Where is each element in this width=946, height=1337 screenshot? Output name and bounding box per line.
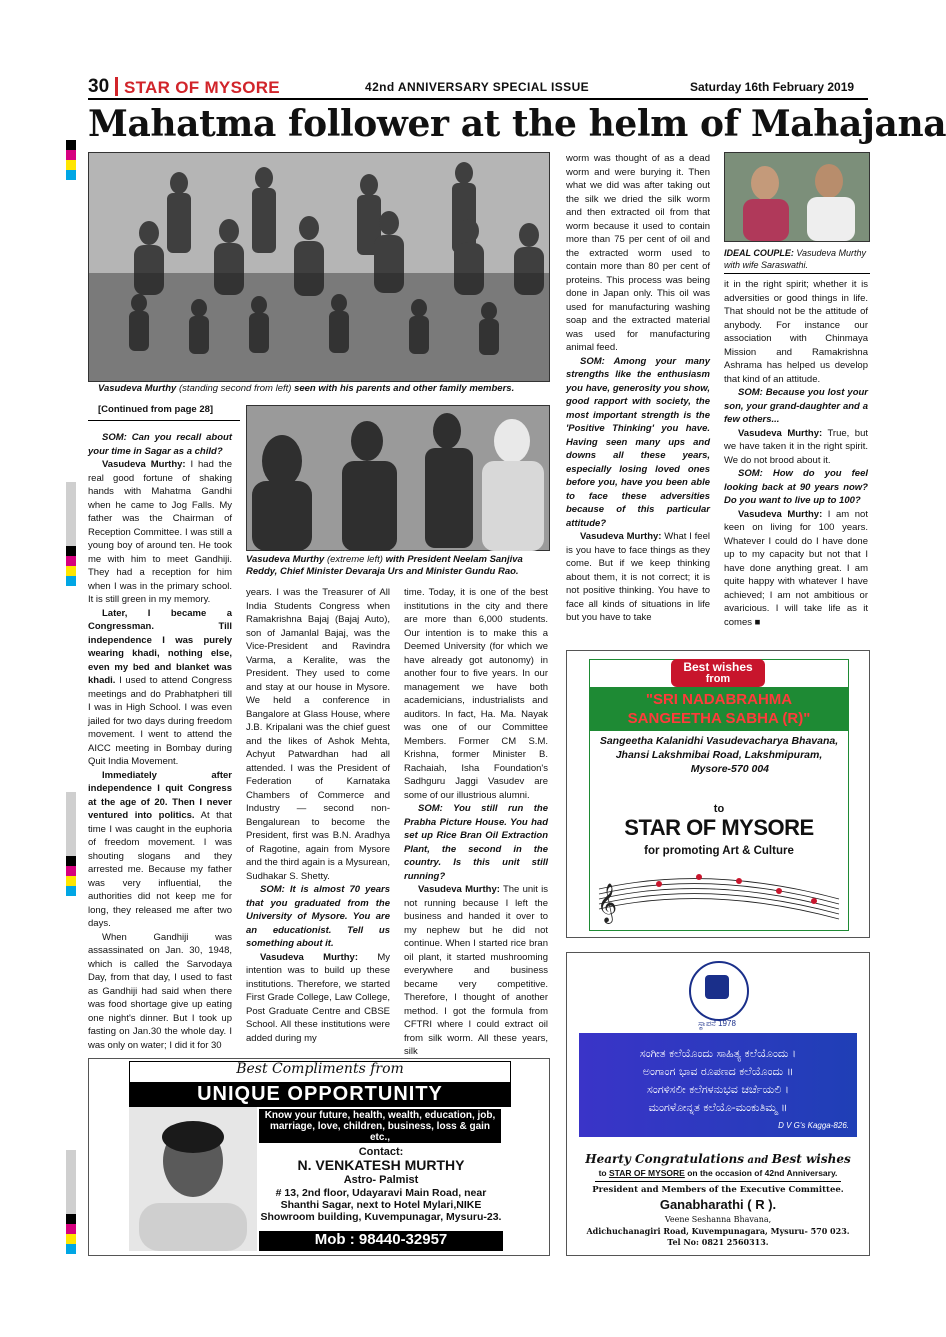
col3-question: SOM: You still run the Prabha Picture House. You had set up Rice Bran Oil Extraction Plant, the second in the country. Is this unit still running? — [404, 803, 548, 882]
family-caption-mid: (standing second from left) — [176, 383, 295, 394]
couple-photo-image — [725, 153, 869, 241]
gana-occasion-to: to — [598, 1168, 609, 1178]
couple-photo — [724, 152, 870, 242]
svg-text:𝄞: 𝄞 — [597, 883, 618, 923]
gana-bhavana: Veene Seshanna Bhavana, — [664, 1215, 772, 1224]
registration-marks-mid2 — [66, 856, 76, 896]
registration-marks-mid — [66, 546, 76, 586]
col5-question-1: SOM: Because you lost your son, your grand-daughter and a few others... — [724, 387, 868, 425]
headline: Mahatma follower at the helm of Mahajana — [88, 103, 946, 145]
gana-verse-3: ಸಂಗಳಿಸಲೀ ಕಲೆಗಳನುಭವ ಚರ್ಚೆಯಲಿ । — [647, 1083, 789, 1096]
col5-question-2: SOM: How do you feel looking back at 90 years now? Do you want to live up to 100? — [724, 468, 868, 506]
col1-para-2: Later, I became a Congressman. Till independence I was purely wearing khadi, nothing else, even my bed and blanket was khadi. I used to attend Congress meetings and do Prabhatpheri till I was in High School. I was even jailed for two days during freedom movement. I went to attend the AICC meeting in Bombay during Quit India Movement. — [88, 607, 232, 767]
president-photo-silhouettes — [247, 406, 549, 550]
col1-para-4: When Gandhiji was assassinated on Jan. 30, 1948, which is called the Sarvodaya Day, from that day, I used to fast as Gandhiji had said when there was food shortage give up eating one night's dinner. But I took up fasting on Jan.30 the whole day. I was only on water; I did it for 30 — [88, 931, 232, 1051]
gana-verse-4: ಮಂಗಳೋನ್ನತ ಕಲೆಯೊ-ಮಂಕುತಿಮ್ಮ ॥ — [648, 1101, 788, 1114]
president-caption-mid: (extreme left) — [324, 554, 386, 565]
ad-sabha-name1: "SRI NADABRAHMA — [645, 691, 793, 708]
gana-road: Adichuchanagiri Road, Kuvempunagara, Mysuru- 570 023. — [586, 1226, 850, 1236]
family-caption-name: Vasudeva Murthy — [98, 383, 177, 394]
ad-sabha — [566, 650, 870, 938]
gana-tel: Tel No: 0821 2560313. — [667, 1237, 769, 1247]
gana-org: Ganabharathi ( R ). — [659, 1197, 777, 1212]
column-3 — [404, 586, 548, 1057]
registration-gray-bar-3 — [66, 1150, 76, 1214]
column-4 — [566, 152, 710, 644]
gana-wish-1: Hearty Congratulations — [585, 1152, 744, 1166]
family-photo — [88, 152, 550, 382]
unique-address: # 13, 2nd floor, Udayaravi Main Road, near Shanthi Sagar, next to Hotel Mylari,NIKE Showroom building, Kuvempunagar, Mysuru-23. — [260, 1187, 502, 1223]
couple-caption-rule — [724, 273, 870, 274]
gana-wish-2: Best wishes — [771, 1152, 851, 1166]
col2-question: SOM: It is almost 70 years that you graduated from the University of Mysore. You are an educationist. Tell us something about it. — [246, 884, 390, 949]
ad-sabha-addr2: Jhansi Lakshmibai Road, Lakshmipuram, — [615, 749, 823, 761]
gana-wish-and: and — [743, 1155, 772, 1166]
masthead-brand: STAR OF MYSORE — [124, 78, 280, 97]
issue-date: Saturday 16th February 2019 — [690, 80, 855, 94]
family-caption-rest: seen with his parents and other family members. — [294, 383, 515, 394]
ad-unique-opportunity — [88, 1058, 550, 1256]
col3-para-2: Vasudeva Murthy: The unit is not running because I left the business and handed it over to my nephew but he did not continue. When I started rice bran oil plant, it started mushrooming everywhere and business became very competitive. Therefore, I thought of another method. I got the formula from CFTRI where I could extract oil from silk worm. All these years, silk — [404, 884, 548, 1057]
unique-mob: Mob : 98440-32957 — [314, 1231, 448, 1248]
column-5 — [724, 278, 868, 644]
continued-note: [Continued from page 28] — [98, 404, 214, 415]
col1-para-1: Vasudeva Murthy: I had the real good fortune of shaking hands with Mahatma Gandhi when he came to Jog Falls. My father was the Chairman of Reception Committee. I was still a young boy of around ten. He took me with him to meet Gandhiji. They had a reception for him when I was in the primary school. It is still green in my memory. — [88, 459, 232, 605]
gana-credit: D V G's Kagga-826. — [778, 1121, 849, 1130]
gana-occasion-rest: on the occasion of 42nd Anniversary. — [684, 1168, 838, 1178]
registration-marks-top — [66, 140, 76, 180]
person-portrait-icon — [129, 1107, 257, 1251]
col2-para-2: Vasudeva Murthy: My intention was to build up these institutions. Therefore, we started First Grade College, Law College, Post Graduate Centre and CBSE School. All these institutions were added during my — [246, 951, 390, 1044]
gana-estd: ಸ್ಥಾಪನೆ 1978 — [698, 1019, 736, 1028]
registration-marks-bottom — [66, 1214, 76, 1254]
header-divider — [115, 77, 118, 96]
col5-para-4: Vasudeva Murthy: I am not keen on living for 100 years. Whatever I could do I have done up to my capacity but not that I have done anything great. I am quite happy with whatever I have achieved; I am not ambitious or avaricious. I will take life as it comes ■ — [724, 508, 868, 628]
president-caption-name: Vasudeva Murthy — [246, 554, 325, 565]
unique-role: Astro- Palmist — [343, 1174, 419, 1186]
col5-para-2: Vasudeva Murthy: True, but we have taken it in the right spirit. We do not brood about it. — [724, 427, 868, 466]
gana-emblem-center — [705, 975, 729, 999]
col2-para-0: years. I was the Treasurer of All India Students Congress when Ramakrishna Bajaj (Bajaj Auto), son of Jamanlal Bajaj, was the Vice-President and Ravindra Varma, a Keralite, was the President. They used to come and stay at our house in Mysore. We held a conference in Bangalore at Glass House, where J.B. Kripalani was the chief guest and the likes of Ashok Mehta, Achyut Patwardhan had all attended. I was the President of Federation of Karnataka Chambers of Commerce and Industry — second non-Bengalurean to become the President, first was B.N. Aradhya of Ragotine, again from Mysore and the third again is a Mysurean, Sudhakar S. Shetty. — [246, 587, 390, 882]
ad-sabha-addr1: Sangeetha Kalanidhi Vasudevacharya Bhavana, — [599, 735, 839, 747]
ad-sabha-to: to — [713, 803, 725, 815]
music-staff-icon — [589, 859, 847, 929]
couple-caption-rest: Vasudeva Murthy with wife Saraswathi. — [724, 248, 867, 270]
couple-photo-caption — [724, 247, 870, 271]
president-caption-rest: with President Neelam Sanjiva Reddy, Chief Minister Devaraja Urs and Minister Gundu Rao. — [246, 554, 523, 577]
issue-label: 42nd ANNIVERSARY SPECIAL ISSUE — [365, 80, 590, 94]
ad-ganabharathi — [566, 952, 870, 1256]
unique-best: Best Compliments from — [236, 1061, 404, 1077]
col4-para-2: Vasudeva Murthy: What I feel is you have to face things as they come. But if we keep thinking about them, it is not correct; it is not positive thinking. You have to face all kinds of situations in life but you have to take — [566, 531, 710, 623]
ad-sabha-brand: STAR OF MYSORE — [624, 815, 814, 840]
header-rule — [88, 98, 868, 100]
family-photo-silhouettes — [89, 153, 549, 381]
ad-sabha-best: Best wishes — [683, 660, 753, 674]
continued-rule — [88, 420, 240, 421]
gana-occasion-brand: STAR OF MYSORE — [608, 1168, 685, 1178]
col4-para-0: worm was thought of as a dead worm and were burying it. Then what we did was after taking out the silk we dried the silk worm and then extracted oil from that worm because it used to contain more than 75 per cent of oil and the extracted worm used to contain more than 80 per cent of proteins. This process was being done in Japan only. This oil was used for manufacturing washing soap and the extracted material was used for manufacturing animal feed. — [566, 153, 710, 353]
unique-contact: Contact: — [358, 1146, 404, 1158]
unique-title: UNIQUE OPPORTUNITY — [197, 1083, 443, 1105]
gana-committee: President and Members of the Executive Committee. — [592, 1185, 844, 1195]
unique-know: Know your future, health, wealth, education, job, marriage, love, children, business, loss & gain etc., — [264, 1110, 496, 1143]
president-photo — [246, 405, 550, 551]
registration-gray-bar-2 — [66, 792, 76, 856]
ad-sabha-purpose: for promoting Art & Culture — [644, 845, 794, 857]
gana-occasion — [579, 1168, 857, 1178]
col5-para-0: it in the right spirit; whether it is adversities or good things in life. That should not be the attitude of anybody. For instance our association with Chinmaya Mission and Ramakrishna Ashrama has helped us develop that kind of an attitude. — [724, 279, 868, 385]
column-1 — [88, 431, 232, 1051]
gana-rule — [595, 1181, 841, 1182]
gana-verse-2: ಅಂಗಾಂಗ ಭಾವ ರೂಪಣದ ಕಲೆಯೊಂದು ॥ — [642, 1065, 794, 1078]
end-mark: ■ — [751, 616, 761, 628]
ad-sabha-from: from — [705, 673, 731, 685]
col3-para-0: time. Today, it is one of the best institutions in the city and there are more than 6,000 students. Our intention is to make this a Deemed University (for which we have already got autonomy) in another four to five years. In our management we have both academicians, industrialists and auditors. In fact, Ha. Ma. Nayak was one of our Committee Members. Former CM S.M. Krishna, former Minister B. Rachaiah, Isha Foundation's Sadhguru Jaggi Vasudev are some of our illustrious alumni. — [404, 587, 548, 801]
column-2 — [246, 586, 390, 1051]
registration-gray-bar — [66, 482, 76, 546]
col4-question: SOM: Among your many strengths like the enthusiasm you have, generosity you show, good rapport with society, the most important strength is the 'Positive Thinking' you have. Having seen many ups and downs all these years, especially losing loved ones before you, have you been able to face these adversities because of this particular attitude? — [566, 355, 710, 529]
unique-portrait — [129, 1107, 257, 1251]
col1-question: SOM: Can you recall about your time in Sagar as a child? — [88, 432, 232, 457]
ad-sabha-name2: SANGEETHA SABHA (R)" — [627, 710, 811, 727]
family-photo-caption — [98, 383, 548, 395]
president-photo-caption — [246, 554, 548, 578]
col1-para-3: Immediately after independence I quit Congress at the age of 20. Then I never ventured into politics. At that time I was caught in the euphoria of freedom movement. I was shouting slogans and they arrested me. Because my father was very influential, the authorities did not keep me for long, they released me after two days. — [88, 769, 232, 929]
couple-caption-label: IDEAL COUPLE: — [724, 248, 794, 258]
gana-verse-1: ಸಂಗೀತ ಕಲೆಯೊಂದು ಸಾಹಿತ್ಯ ಕಲೆಯೊಂದು । — [639, 1047, 797, 1060]
gana-wishes — [579, 1152, 857, 1166]
page-number: 30 — [88, 76, 110, 97]
ad-sabha-addr3: Mysore-570 004 — [690, 763, 769, 775]
unique-name: N. VENKATESH MURTHY — [297, 1157, 465, 1173]
